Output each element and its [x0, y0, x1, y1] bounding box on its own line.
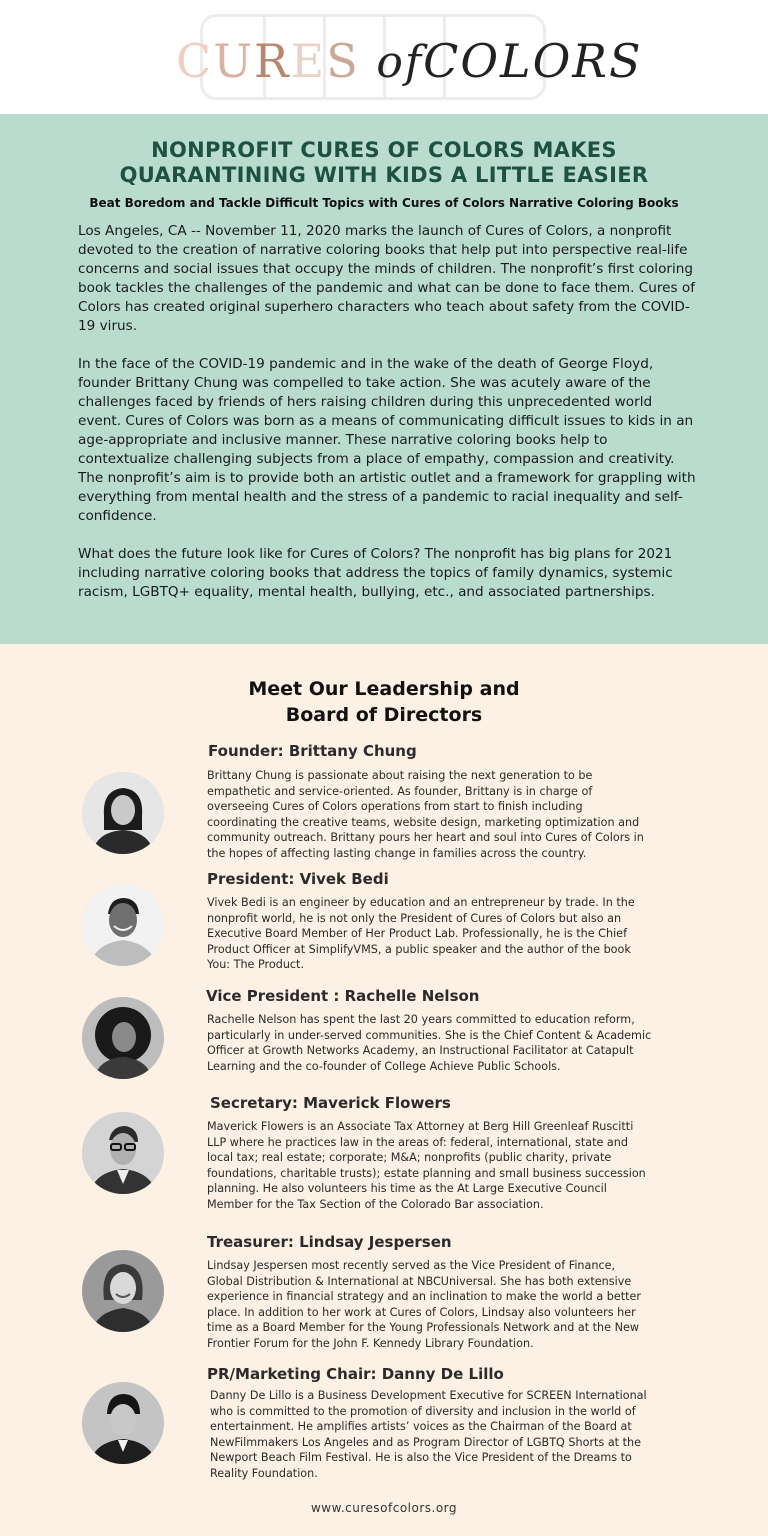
press-paragraph: In the face of the COVID-19 pandemic and in the wake of the death of George Floyd, founder Brittany Chung was compelled to take action. She was acutely aware of the challenges faced by friends of hers raising children during this unprecedented world event. Cures of Colors was born as a means of communicating difficult issues to kids in an age-appropriate and inclusive manner. These narrative coloring books help to contextualize challenging subjects from a place of empathy, compassion and creativity. The nonprofit’s aim is to provide both an artistic outlet and a framework for grappling with everything from mental health and the stress of a pandemic to racial inequality and self-confidence. [78, 356, 696, 524]
press-paragraph: Los Angeles, CA -- November 11, 2020 marks the launch of Cures of Colors, a nonprofit devoted to the creation of narrative coloring books that help put into perspective real-life concerns and social issues that occupy the minds of children. The nonprofit’s first coloring book tackles the challenges of the pandemic and what can be done to face them. Cures of Colors has created original superhero characters who teach about safety from the COVID-19 virus. [78, 223, 696, 334]
avatar [82, 1382, 164, 1464]
leadership-section [0, 644, 768, 1536]
press-body [78, 222, 698, 621]
press-release-section [0, 114, 768, 644]
member-bio: Brittany Chung is passionate about raising the next generation to be empathetic and service-oriented. As founder, Brittany is in charge of overseeing Cures of Colors operations from start to finish including coordinating the creative teams, website design, marketing optimization and community outreach. Brittany pours her heart and soul into Cures of Colors in the hopes of affecting lasting change in families across the country. [207, 769, 644, 860]
avatar [82, 1250, 164, 1332]
member-bio: Rachelle Nelson has spent the last 20 years committed to education reform, particularly in under-served communities. She is the Chief Content & Academic Officer at Growth Networks Academy, an Instructional Facilitator at Catapult Learning and the co-founder of College Achieve Public Schools. [207, 1013, 652, 1073]
avatar [82, 1112, 164, 1194]
member-role: PR/Marketing Chair: Danny De Lillo [207, 1365, 504, 1383]
footer-website-link[interactable]: www.curesofcolors.org [310, 1501, 458, 1515]
logo[interactable] [170, 14, 643, 98]
avatar [82, 772, 164, 854]
press-paragraph: What does the future look like for Cures of Colors? The nonprofit has big plans for 2021 including narrative coloring books that address the topics of family dynamics, systemic racism, LGBTQ+ equality, mental health, bullying, etc., and associated partnerships. [78, 546, 673, 600]
member-bio: Vivek Bedi is an engineer by education and an entrepreneur by trade. In the nonprofit world, he is not only the President of Cures of Colors but also an Executive Board Member of Her Product Lab. Professionally, he is the Chief Product Officer at SimplifyVMS, a public speaker and the author of the book You: The Product. [207, 896, 635, 971]
member-bio: Danny De Lillo is a Business Development Executive for SCREEN International who is committed to the promotion of diversity and inclusion in the world of entertainment. He amplifies artists’ voices as the Chairman of the Board at NewFilmmakers Los Angeles and as Program Director of LGBTQ Shorts at the Newport Beach Film Festival. He is also the Vice President of the Dreams to Reality Foundation. [210, 1389, 647, 1480]
avatar [82, 884, 164, 966]
member-role: Vice President : Rachelle Nelson [206, 987, 480, 1005]
member-role: President: Vivek Bedi [207, 870, 389, 888]
leadership-heading: Meet Our Leadership and Board of Directors [248, 678, 520, 726]
member-bio: Maverick Flowers is an Associate Tax Attorney at Berg Hill Greenleaf Ruscitti LLP where he practices law in the areas of: federal, international, state and local tax; real estate; corporate; M&A; nonprofits (public charity, private foundations, charitable trusts); estate planning and small business succession planning. He also volunteers his time as the At Large Executive Council Member for the Tax Section of the Colorado Bar association. [207, 1120, 646, 1211]
member-role: Treasurer: Lindsay Jespersen [207, 1233, 452, 1251]
press-title: NONPROFIT CURES OF COLORS MAKES QUARANTINING WITH KIDS A LITTLE EASIER [119, 138, 649, 187]
avatar [82, 997, 164, 1079]
member-role: Secretary: Maverick Flowers [210, 1094, 451, 1112]
member-bio: Lindsay Jespersen most recently served as the Vice President of Finance, Global Distribution & International at NBCUniversal. She has both extensive experience in financial strategy and an inclination to make the world a better place. In addition to her work at Cures of Colors, Lindsay also volunteers her time as a Board Member for the Young Professionals Network and at the New Frontier Forum for the John F. Kennedy Library Foundation. [207, 1259, 641, 1350]
header [0, 0, 768, 114]
press-subtitle: Beat Boredom and Tackle Difficult Topics with Cures of Colors Narrative Coloring Books [89, 196, 679, 210]
member-role: Founder: Brittany Chung [208, 742, 417, 760]
logo-text: CURES ofCOLORS [176, 34, 643, 88]
